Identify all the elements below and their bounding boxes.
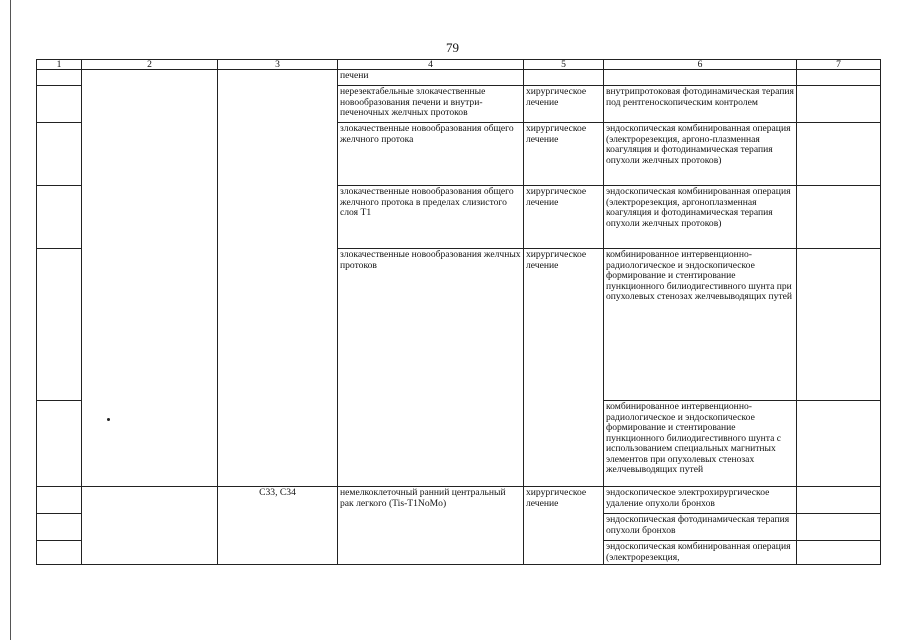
icd-code-cell [218,70,338,487]
norm-cell [797,541,881,565]
treatment-type-cell: хирургическое лечение [524,86,604,123]
header-cell: 1 [37,60,82,70]
procedures-table [36,59,881,565]
method-cell: комбинированное интервенционно-радиологическое и эндоскопическое формирование и стентирование пункционного билиодигестивного шунта с использованием специальных магнитных элементов при опухолевых стенозах желчевыводящих путей [604,401,797,487]
norm-cell [797,86,881,123]
profile-cell [82,487,218,565]
method-cell: эндоскопическая комбинированная операция (электрорезекция, [604,541,797,565]
table-row [37,70,881,86]
row-index-cell [37,249,82,401]
row-index-cell [37,86,82,123]
norm-cell [797,70,881,86]
norm-cell [797,123,881,186]
diagnosis-cell: злокачественные новообразования желчных протоков [338,249,524,487]
header-cell: 3 [218,60,338,70]
diagnosis-cell: печени [338,70,524,86]
row-index-cell [37,123,82,186]
left-margin-rule [10,0,11,640]
row-index-cell [37,70,82,86]
norm-cell [797,514,881,541]
method-cell: комбинированное интервенционно-радиологическое и эндоскопическое формирование и стентирование пункционного билиодигестивного шунта при опухолевых стенозах желчевыводящих путей [604,249,797,401]
method-cell: внутрипротоковая фотодинамическая терапия под рентгеноскопическим контролем [604,86,797,123]
row-index-cell [37,186,82,249]
diagnosis-cell: злокачественные новообразования общего желчного протока [338,123,524,186]
row-index-cell [37,541,82,565]
row-index-cell [37,487,82,514]
diagnosis-cell: нерезектабельные злокачественные новообразования печени и внутри-печеночных желчных протоков [338,86,524,123]
norm-cell [797,487,881,514]
row-index-cell [37,514,82,541]
method-cell: эндоскопическая комбинированная операция (электрорезекция, аргоно-плазменная коагуляция и фотодинамическая терапия опухоли желчных протоков) [604,123,797,186]
method-cell: эндоскопическая фотодинамическая терапия опухоли бронхов [604,514,797,541]
treatment-type-cell: хирургическое лечение [524,487,604,565]
treatment-type-cell: хирургическое лечение [524,123,604,186]
header-cell: 5 [524,60,604,70]
page-number: 79 [446,40,459,55]
norm-cell [797,186,881,249]
diagnosis-cell: немелкоклеточный ранний центральный рак легкого (Tis-T1NoMo) [338,487,524,565]
header-cell: 4 [338,60,524,70]
icd-code-cell: С33, С34 [218,487,338,565]
header-cell: 2 [82,60,218,70]
norm-cell [797,401,881,487]
header-cell: 6 [604,60,797,70]
norm-cell [797,249,881,401]
method-cell [604,70,797,86]
treatment-type-cell: хирургическое лечение [524,186,604,249]
treatment-type-cell: хирургическое лечение [524,249,604,487]
method-cell: эндоскопическая комбинированная операция (электрорезекция, аргоноплазменная коагуляция и фотодинамическая терапия опухоли желчных протоков) [604,186,797,249]
method-cell: эндоскопическое электрохирургическое удаление опухоли бронхов [604,487,797,514]
diagnosis-cell: злокачественные новообразования общего желчного протока в пределах слизистого слоя T1 [338,186,524,249]
treatment-type-cell [524,70,604,86]
row-index-cell [37,401,82,487]
table-row [37,487,881,514]
header-cell: 7 [797,60,881,70]
table-header-row [37,60,881,70]
profile-cell [82,70,218,487]
